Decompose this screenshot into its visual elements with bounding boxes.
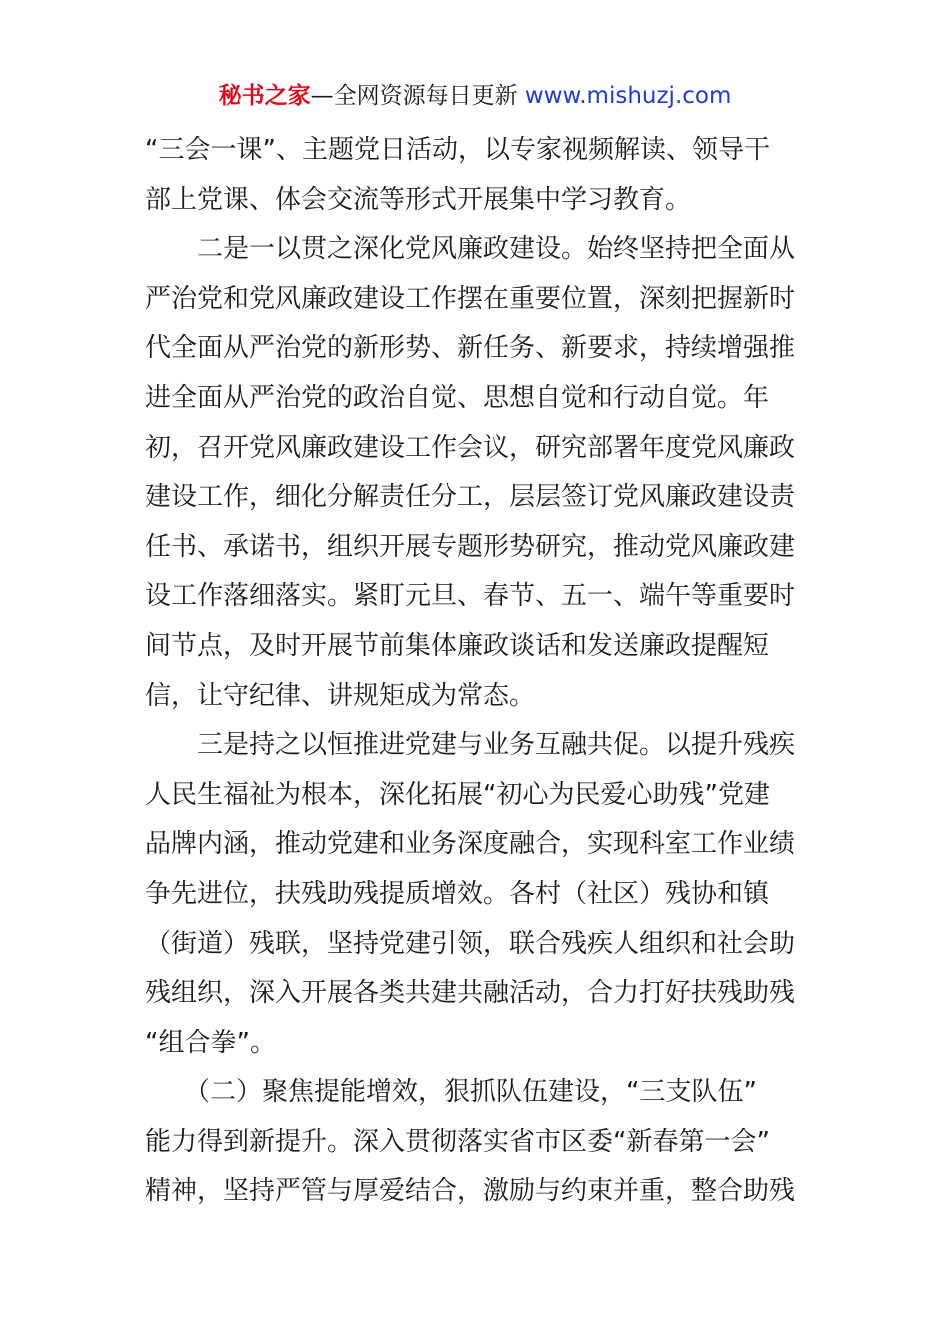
text-line: （街道）残联，坚持党建引领，联合残疾人组织和社会助 (145, 928, 796, 959)
text-line: 二是一以贯之深化党风廉政建设。始终坚持把全面从 (145, 234, 796, 265)
text-line: 建设工作，细化分解责任分工，层层签订党风廉政建设责 (145, 482, 796, 513)
watermark-header (0, 78, 950, 114)
header-brand: 秘书之家 (218, 83, 311, 109)
text-line: 能力得到新提升。深入贯彻落实省市区委“新春第一会” (145, 1126, 770, 1157)
text-line: 争先进位，扶残助残提质增效。各村（社区）残协和镇 (145, 878, 770, 909)
text-line: 进全面从严治党的政治自觉、思想自觉和行动自觉。年 (145, 382, 770, 413)
text-line: 间节点，及时开展节前集体廉政谈话和发送廉政提醒短 (145, 630, 770, 661)
text-line: 代全面从严治党的新形势、新任务、新要求，持续增强推 (145, 333, 796, 364)
text-line: 三是持之以恒推进党建与业务互融共促。以提升残疾 (145, 730, 796, 761)
text-line: 品牌内涵，推动党建和业务深度融合，实现科室工作业绩 (145, 829, 796, 860)
header-slogan: —全网资源每日更新 (310, 83, 518, 109)
text-line: 严治党和党风廉政建设工作摆在重要位置，深刻把握新时 (145, 283, 796, 314)
text-line: 任书、承诺书，组织开展专题形势研究，推动党风廉政建 (145, 531, 796, 562)
text-line: “三会一课”、主题党日活动，以专家视频解读、领导干 (145, 135, 770, 165)
text-line: 部上党课、体会交流等形式开展集中学习教育。 (145, 184, 692, 215)
text-line: 设工作落细落实。紧盯元旦、春节、五一、端午等重要时 (145, 581, 796, 612)
text-line: “组合拳”。 (145, 1027, 276, 1058)
document-body (145, 126, 809, 1217)
text-line: 人民生福祉为根本，深化拓展“初心为民爱心助残”党建 (145, 779, 770, 810)
text-line: 初，召开党风廉政建设工作会议，研究部署年度党风廉政 (145, 432, 796, 463)
text-line: 精神，坚持严管与厚爱结合，激励与约束并重，整合助残 (145, 1176, 796, 1207)
text-line: 残组织，深入开展各类共建共融活动，合力打好扶残助残 (145, 978, 796, 1009)
text-line: 信，让守纪律、讲规矩成为常态。 (145, 680, 536, 711)
header-url[interactable]: www.mishuzj.com (524, 83, 732, 109)
text-line: （二）聚焦提能增效，狠抓队伍建设，“三支队伍” (145, 1077, 757, 1108)
